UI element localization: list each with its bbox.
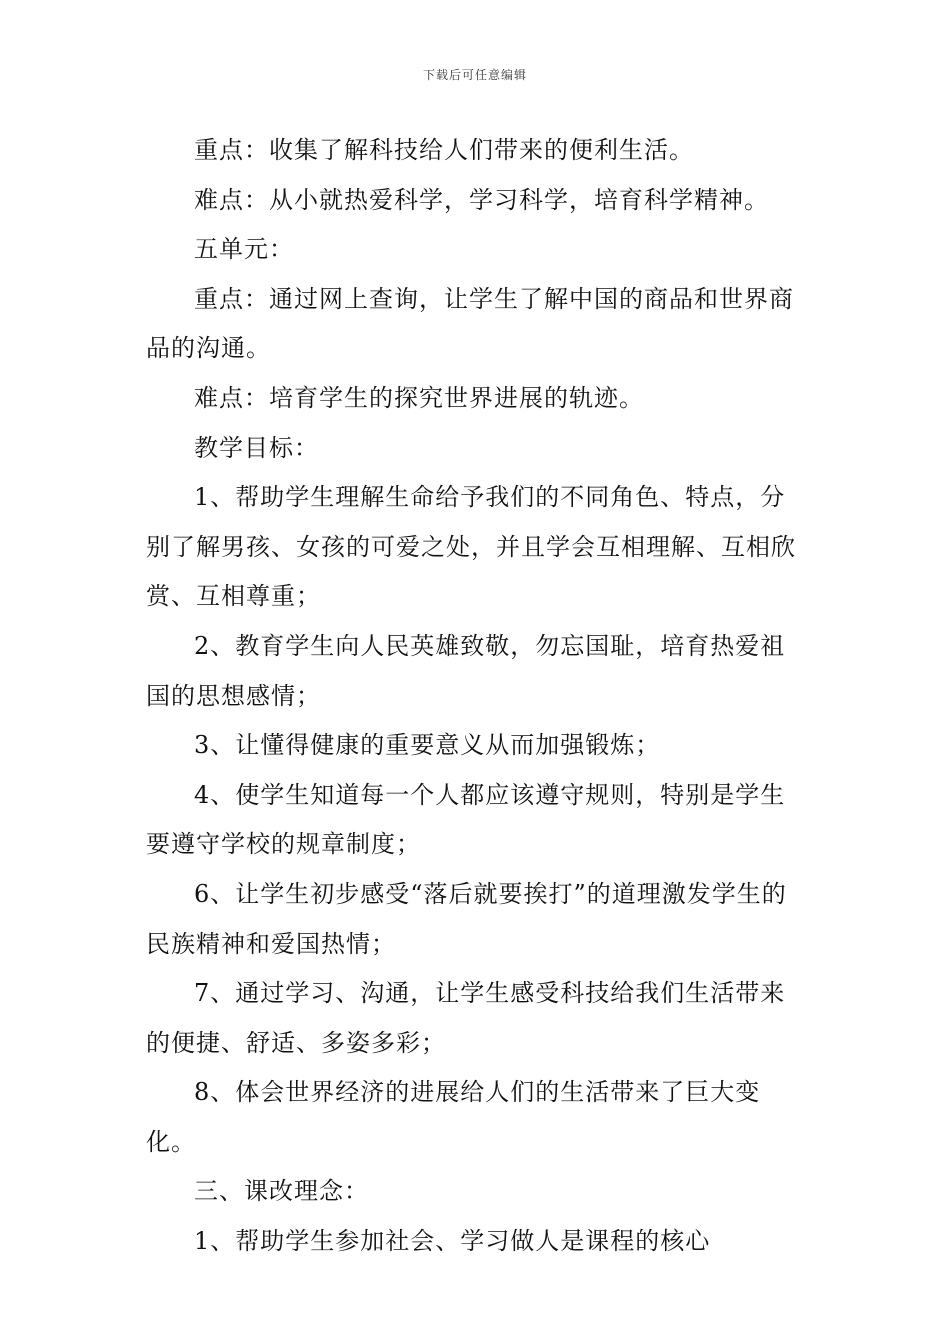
paragraph: 1、帮助学生参加社会、学习做人是课程的核心 [194, 1227, 711, 1256]
paragraph: 7、通过学习、沟通，让学生感受科技给我们生活带来的便捷、舒适、多姿多彩； [146, 979, 786, 1057]
paragraph: 重点：收集了解科技给人们带来的便利生活。 [194, 136, 694, 164]
paragraph: 4、使学生知道每一个人都应该遵守规则，特别是学生要遵守学校的规章制度； [146, 780, 786, 859]
paragraph: 6、让学生初步感受“落后就要挨打”的道理激发学生的民族精神和爱国热情； [146, 879, 787, 958]
paragraph: 五单元： [194, 235, 294, 264]
paragraph: 教学目标： [194, 433, 319, 462]
paragraph: 三、课改理念： [194, 1177, 369, 1206]
paragraph: 1、帮助学生理解生命给予我们的不同角色、特点，分别了解男孩、女孩的可爱之处，并且学会互相理解、互相欣赏、互相尊重； [146, 483, 796, 611]
paragraph: 重点：通过网上查询，让学生了解中国的商品和世界商品的沟通。 [146, 284, 794, 363]
paragraph: 3、让懂得健康的重要意义从而加强锻炼； [194, 731, 661, 760]
header-note: 下载后可任意编辑 [422, 68, 527, 82]
paragraph: 难点：从小就热爱科学，学习科学，培育科学精神。 [194, 185, 769, 214]
paragraph: 8、体会世界经济的进展给人们的生活带来了巨大变化。 [146, 1078, 761, 1156]
paragraph: 2、教育学生向人民英雄致敬，勿忘国耻，培育热爱祖国的思想感情； [146, 631, 786, 710]
paragraph: 难点：培育学生的探究世界进展的轨迹。 [194, 383, 644, 412]
document-body [146, 126, 810, 1267]
